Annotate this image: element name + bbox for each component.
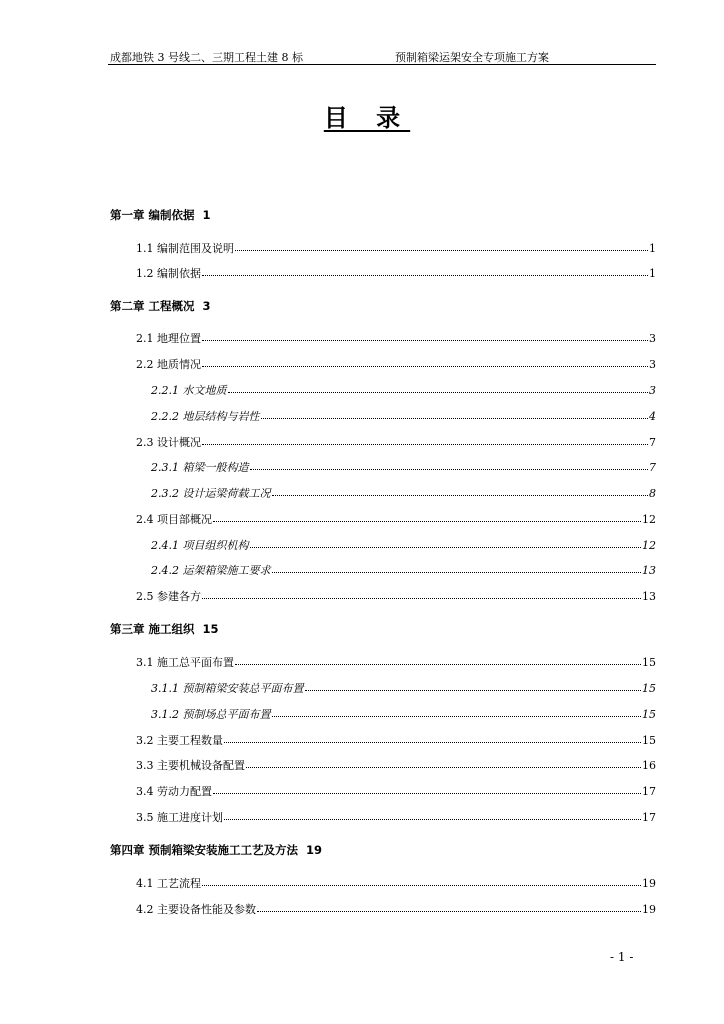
toc-entry[interactable] bbox=[151, 485, 656, 501]
toc-entry-title: 3.1.2 预制场总平面布置 bbox=[151, 708, 271, 721]
toc-entry-title: 3.2 主要工程数量 bbox=[136, 734, 223, 747]
toc-entry-title: 2.3.2 设计运梁荷载工况 bbox=[151, 487, 271, 500]
toc-chapter-entry[interactable] bbox=[110, 621, 219, 637]
toc-entry-page: 4 bbox=[649, 410, 656, 423]
toc-entry-page: 15 bbox=[642, 734, 656, 747]
toc-entry[interactable] bbox=[136, 330, 656, 346]
toc-leader-dots bbox=[202, 266, 648, 276]
toc-entry-title: 2.5 参建各方 bbox=[136, 590, 201, 603]
toc-entry-title: 第一章 编制依据 bbox=[110, 208, 195, 222]
toc-entry[interactable] bbox=[136, 809, 656, 825]
toc-entry-page: 7 bbox=[649, 436, 656, 449]
toc-chapter-entry[interactable] bbox=[110, 207, 211, 223]
toc-entry-title: 2.4.2 运架箱梁施工要求 bbox=[151, 564, 271, 577]
toc-entry-page: 15 bbox=[202, 622, 219, 636]
toc-entry-title: 2.2.2 地层结构与岩性 bbox=[151, 410, 260, 423]
page-header-right: 预制箱梁运架安全专项施工方案 bbox=[395, 51, 549, 64]
toc-entry[interactable] bbox=[151, 459, 656, 475]
toc-entry-title: 2.2.1 水文地质 bbox=[151, 384, 227, 397]
toc-entry[interactable] bbox=[151, 537, 656, 553]
toc-entry[interactable] bbox=[151, 562, 656, 578]
toc-entry-title: 1.1 编制范围及说明 bbox=[136, 242, 234, 255]
toc-entry-page: 16 bbox=[642, 759, 656, 772]
toc-chapter-entry[interactable] bbox=[110, 842, 322, 858]
toc-leader-dots bbox=[213, 512, 641, 522]
toc-leader-dots bbox=[250, 460, 649, 470]
toc-entry-page: 3 bbox=[649, 358, 656, 371]
toc-entry-page: 3 bbox=[649, 332, 656, 345]
toc-entry[interactable] bbox=[136, 757, 656, 773]
toc-entry-title: 2.4.1 项目组织机构 bbox=[151, 539, 249, 552]
toc-leader-dots bbox=[272, 707, 642, 717]
toc-entry-title: 2.2 地质情况 bbox=[136, 358, 201, 371]
toc-leader-dots bbox=[202, 876, 641, 886]
toc-entry-page: 3 bbox=[202, 299, 211, 313]
toc-entry-title: 3.1.1 预制箱梁安装总平面布置 bbox=[151, 682, 304, 695]
toc-entry-title: 4.2 主要设备性能及参数 bbox=[136, 903, 256, 916]
toc-entry-title: 3.5 施工进度计划 bbox=[136, 811, 223, 824]
toc-leader-dots bbox=[246, 758, 641, 768]
page-header-left: 成都地铁 3 号线二、三期工程土建 8 标 bbox=[110, 51, 303, 64]
toc-entry-title: 第四章 预制箱梁安装施工工艺及方法 bbox=[110, 843, 299, 857]
toc-entry[interactable] bbox=[136, 265, 656, 281]
toc-leader-dots bbox=[235, 241, 648, 251]
toc-chapter-entry[interactable] bbox=[110, 298, 211, 314]
toc-title-text: 目 录 bbox=[323, 104, 411, 132]
toc-entry-title: 第三章 施工组织 bbox=[110, 622, 195, 636]
toc-entry[interactable] bbox=[136, 240, 656, 256]
toc-entry[interactable] bbox=[151, 706, 656, 722]
toc-leader-dots bbox=[202, 435, 648, 445]
toc-entry-page: 19 bbox=[642, 903, 656, 916]
toc-entry-title: 4.1 工艺流程 bbox=[136, 877, 201, 890]
toc-entry-page: 1 bbox=[202, 208, 211, 222]
toc-entry[interactable] bbox=[136, 901, 656, 917]
toc-entry-page: 3 bbox=[649, 384, 656, 397]
toc-leader-dots bbox=[202, 331, 648, 341]
toc-leader-dots bbox=[272, 486, 649, 496]
toc-entry-title: 2.3.1 箱梁一般构造 bbox=[151, 461, 249, 474]
toc-entry[interactable] bbox=[136, 434, 656, 450]
toc-entry-page: 17 bbox=[642, 785, 656, 798]
toc-entry-page: 13 bbox=[642, 564, 656, 577]
toc-entry-title: 3.1 施工总平面布置 bbox=[136, 656, 234, 669]
toc-entry-title: 3.3 主要机械设备配置 bbox=[136, 759, 245, 772]
toc-entry-page: 12 bbox=[642, 513, 656, 526]
toc-leader-dots bbox=[235, 655, 641, 665]
toc-entry[interactable] bbox=[136, 783, 656, 799]
toc-leader-dots bbox=[257, 902, 641, 912]
toc-leader-dots bbox=[202, 357, 648, 367]
toc-leader-dots bbox=[250, 538, 642, 548]
toc-leader-dots bbox=[202, 589, 641, 599]
toc-leader-dots bbox=[272, 563, 642, 573]
toc-entry-page: 19 bbox=[306, 843, 323, 857]
toc-leader-dots bbox=[305, 681, 642, 691]
toc-entry-title: 2.3 设计概况 bbox=[136, 436, 201, 449]
toc-leader-dots bbox=[224, 733, 641, 743]
toc-entry-title: 3.4 劳动力配置 bbox=[136, 785, 212, 798]
toc-entry-title: 2.4 项目部概况 bbox=[136, 513, 212, 526]
toc-entry-page: 17 bbox=[642, 811, 656, 824]
toc-entry-page: 8 bbox=[649, 487, 656, 500]
toc-entry-page: 13 bbox=[642, 590, 656, 603]
toc-entry-page: 1 bbox=[649, 267, 656, 280]
toc-entry[interactable] bbox=[136, 732, 656, 748]
toc-entry-title: 1.2 编制依据 bbox=[136, 267, 201, 280]
toc-entry-page: 7 bbox=[649, 461, 656, 474]
toc-entry-page: 1 bbox=[649, 242, 656, 255]
toc-entry[interactable] bbox=[151, 382, 656, 398]
toc-entry[interactable] bbox=[136, 875, 656, 891]
toc-entry[interactable] bbox=[151, 680, 656, 696]
page-number: - 1 - bbox=[610, 950, 634, 964]
toc-leader-dots bbox=[224, 810, 641, 820]
toc-leader-dots bbox=[213, 784, 641, 794]
toc-entry-page: 15 bbox=[642, 656, 656, 669]
toc-entry[interactable] bbox=[136, 654, 656, 670]
toc-entry-page: 15 bbox=[642, 708, 656, 721]
toc-entry[interactable] bbox=[136, 356, 656, 372]
toc-entry[interactable] bbox=[151, 408, 656, 424]
toc-leader-dots bbox=[228, 383, 649, 393]
toc-entry-page: 15 bbox=[642, 682, 656, 695]
toc-entry-page: 19 bbox=[642, 877, 656, 890]
toc-entry[interactable] bbox=[136, 511, 656, 527]
toc-entry[interactable] bbox=[136, 588, 656, 604]
toc-entry-title: 第二章 工程概况 bbox=[110, 299, 195, 313]
toc-leader-dots bbox=[261, 409, 649, 419]
toc-entry-page: 12 bbox=[642, 539, 656, 552]
toc-entry-title: 2.1 地理位置 bbox=[136, 332, 201, 345]
